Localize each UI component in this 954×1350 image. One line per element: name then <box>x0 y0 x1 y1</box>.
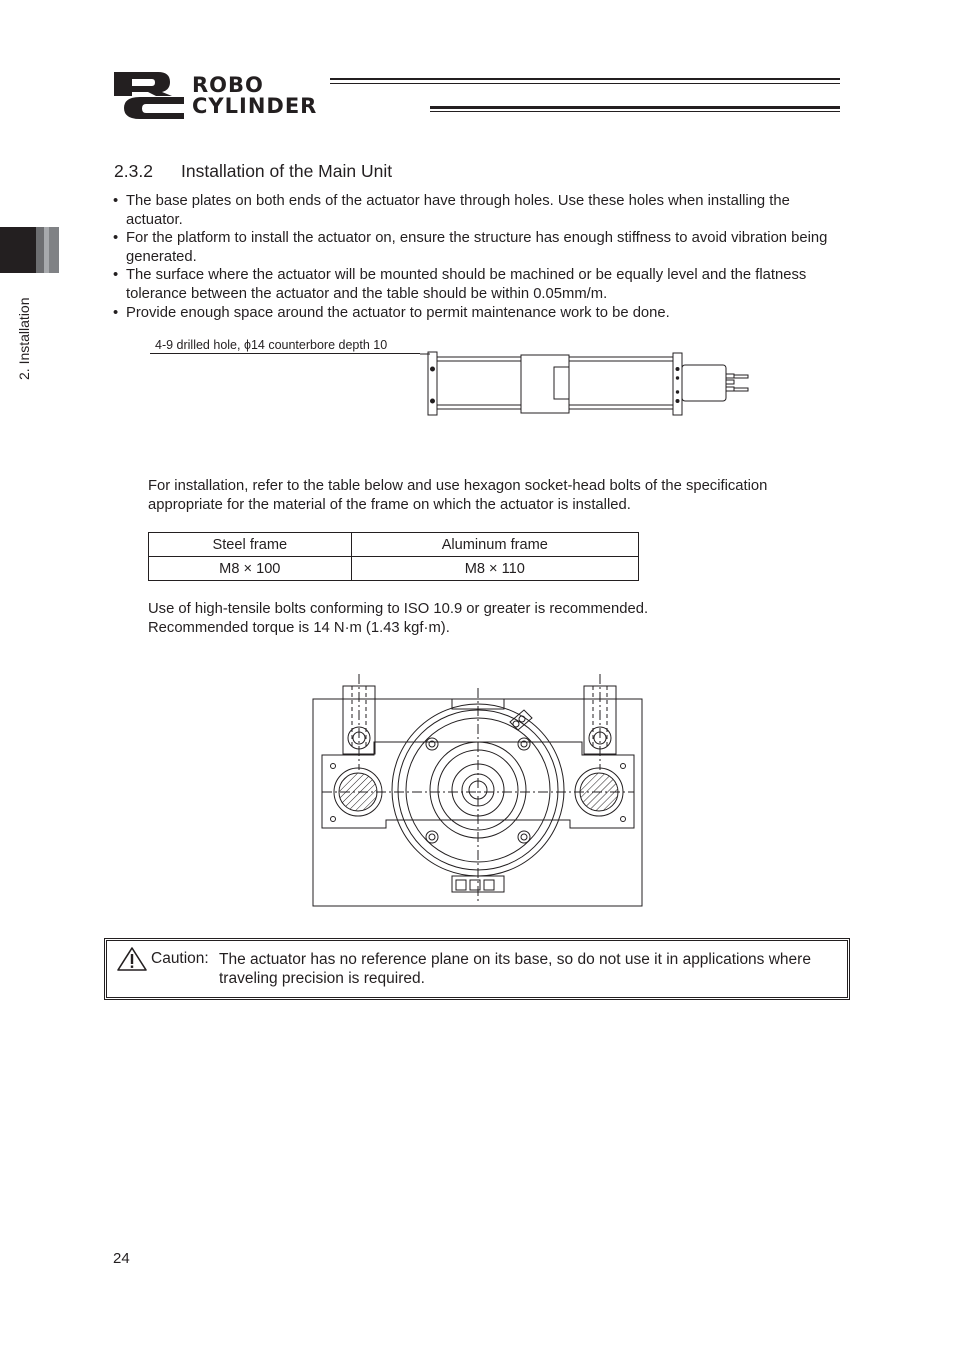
header-rule-lines <box>330 77 840 113</box>
table-row <box>149 533 639 557</box>
installation-bullet-list <box>112 192 847 322</box>
installation-paragraph: For installation, refer to the table below and use hexagon socket-head bolts of the specification appropriate for the material of the frame on which the actuator is installed. <box>148 478 768 513</box>
section-title: Installation of the Main Unit <box>181 161 393 181</box>
rc-logo-icon <box>112 70 186 120</box>
table-cell: M8 × 110 <box>351 557 638 581</box>
torque-note: Recommended torque is 14 N·m (1.43 kgf·m). <box>148 619 450 636</box>
list-item: • Provide enough space around the actuator to permit maintenance work to be done. <box>113 304 670 321</box>
callout-leader-line <box>150 353 420 354</box>
chapter-side-label: 2. Installation <box>16 297 32 380</box>
actuator-side-view-drawing <box>416 347 756 419</box>
list-item: • For the platform to install the actuator on, ensure the structure has enough stiffness to avoid vibration being generated. <box>113 230 828 265</box>
section-heading <box>114 161 392 182</box>
table-row <box>149 557 639 581</box>
bolt-spec-table <box>148 532 639 581</box>
list-item: • The base plates on both ends of the actuator have through holes. Use these holes when installing the actuator. <box>113 193 790 228</box>
list-item: • The surface where the actuator will be mounted should be machined or be equally level and the flatness tolerance between the actuator and the table should be within 0.05mm/m. <box>113 267 807 302</box>
caution-label: Caution: <box>151 950 209 967</box>
bolt-grade-note: Use of high-tensile bolts conforming to ISO 10.9 or greater is recommended. <box>148 601 649 617</box>
logo-robo-text: ROBO <box>192 73 264 97</box>
warning-triangle-icon <box>116 946 148 972</box>
chapter-tab-marker <box>0 227 60 273</box>
logo-cylinder-text: CYLINDER <box>192 94 318 118</box>
table-header-cell: Steel frame <box>149 533 352 557</box>
actuator-front-view-drawing <box>312 670 644 908</box>
caution-text: The actuator has no reference plane on its base, so do not use it in applications where traveling precision is required. <box>219 951 811 987</box>
section-number: 2.3.2 <box>114 161 153 181</box>
bolt-notes <box>148 600 828 637</box>
page-number: 24 <box>113 1250 130 1267</box>
table-header-cell: Aluminum frame <box>351 533 638 557</box>
table-cell: M8 × 100 <box>149 557 352 581</box>
drilled-hole-callout: 4-9 drilled hole, ϕ14 counterbore depth 10 <box>155 338 388 352</box>
